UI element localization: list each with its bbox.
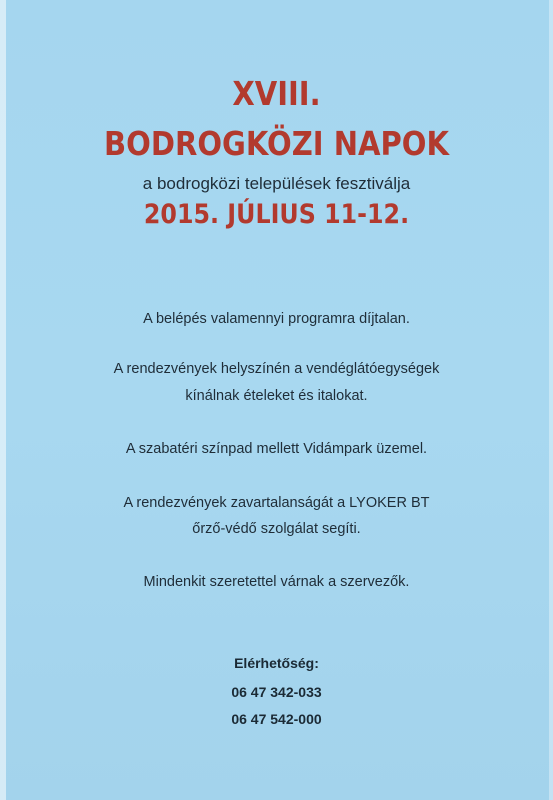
info-security-line1: A rendezvények zavartalanságát a LYOKER BT: [123, 495, 430, 511]
info-catering-line2: kínálnak ételeket és italokat.: [185, 388, 368, 404]
event-subtitle: a bodrogközi települések fesztiválja: [142, 174, 411, 193]
contact-label: Elérhetőség:: [234, 655, 319, 671]
edition-title: XVIII.: [232, 74, 321, 113]
info-welcome: Mindenkit szeretettel várnak a szervezők.: [143, 574, 410, 590]
contact-phone-2: 06 47 542-000: [231, 711, 322, 727]
contact-phone-1: 06 47 342-033: [231, 684, 322, 700]
info-security-line2: őrző-védő szolgálat segíti.: [192, 521, 361, 537]
info-amusement-park: A szabatéri színpad mellett Vidámpark üzemel.: [125, 441, 428, 457]
event-title: BODROGKÖZI NAPOK: [104, 124, 449, 163]
info-catering-line1: A rendezvények helyszínén a vendéglátóegységek: [113, 361, 440, 377]
info-free-entry: A belépés valamennyi programra díjtalan.: [143, 311, 410, 327]
event-date: 2015. JÚLIUS 11-12.: [143, 199, 410, 230]
